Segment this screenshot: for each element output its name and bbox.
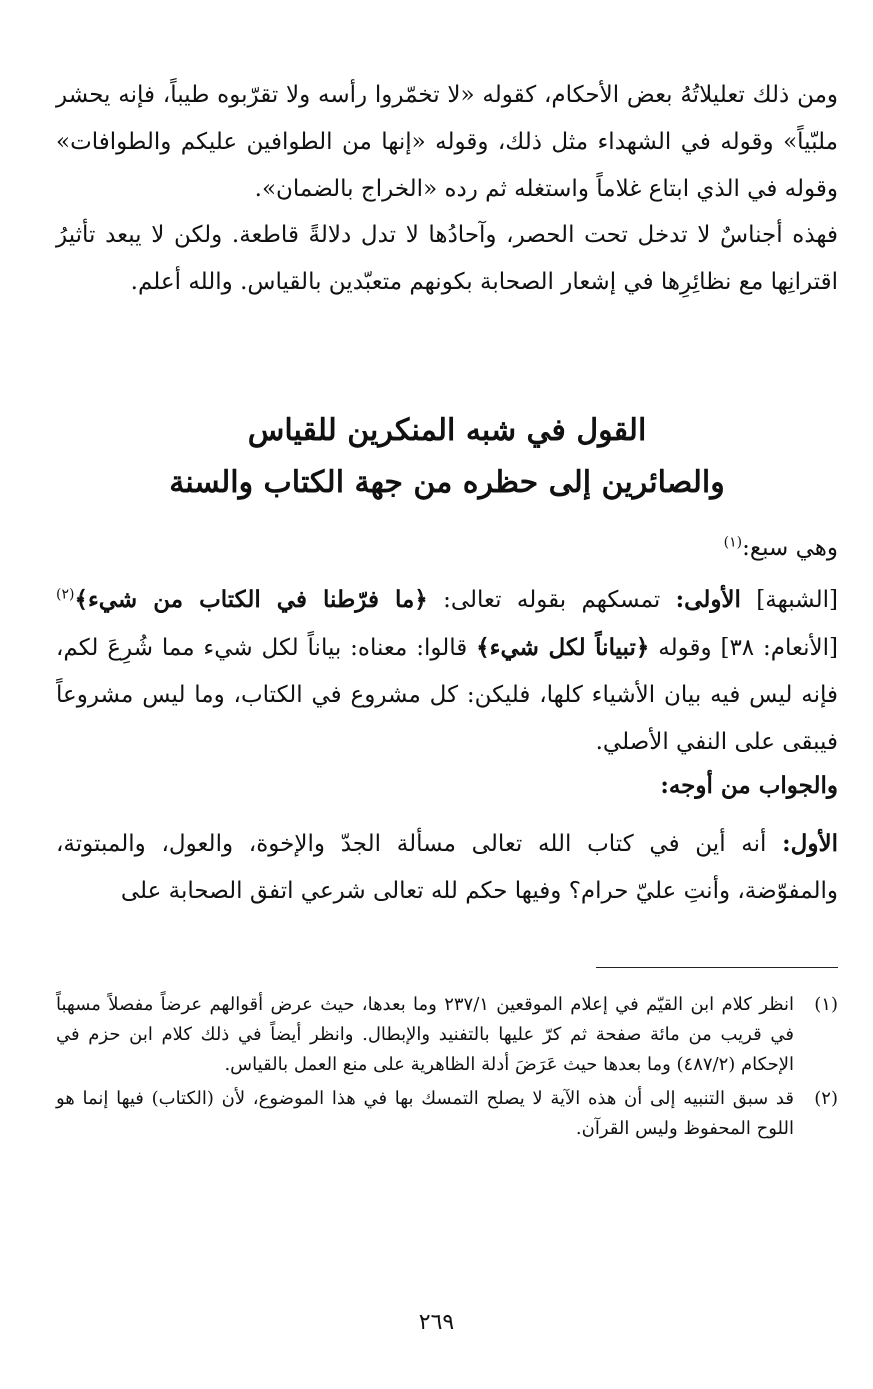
intro-text: وهي سبع:: [742, 535, 838, 561]
verse-reference: [الأنعام: ٣٨]: [720, 635, 839, 661]
quran-verse-2: ﴿تبياناً لكل شيء﴾: [476, 634, 650, 661]
shubha-label: الأولى:: [675, 586, 741, 613]
footnotes: [56, 990, 838, 1148]
section-heading-line-1: القول في شبه المنكرين للقياس: [247, 413, 647, 448]
footnote-divider: [596, 967, 838, 968]
shubha-mid: وقوله: [658, 635, 712, 661]
intro-line: [56, 528, 838, 568]
quran-verse-1: ﴿ما فرّطنا في الكتاب من شيء﴾: [74, 586, 428, 613]
footnote-marker-2: (٢): [56, 586, 75, 603]
answer-1-label: الأول:: [782, 830, 838, 857]
shubha-rest: قالوا: معناه: بياناً لكل شيء مما شُرِعَ لكم، فإنه ليس فيه بيان الأشياء كلها، فليكن: كل مشروع في الكتاب، وما ليس مشروعاً فيبقى على النفي الأصلي.: [56, 635, 838, 755]
shubha-lead: تمسكهم بقوله تعالى:: [443, 587, 661, 613]
shubha-label-bracket: [الشبهة]: [756, 587, 839, 613]
footnote-number: (٢): [814, 1088, 838, 1109]
answer-1-paragraph: [56, 820, 838, 915]
footnote-marker-1: (١): [723, 534, 743, 551]
paragraph-2: فهذه أجناسٌ لا تدخل تحت الحصر، وآحادُها لا تدل دلالةً قاطعة. ولكن لا يبعد تأثيرُ اقترانِها مع نظائِرِها في إشعار الصحابة بكونهم متعبّدين بالقياس. والله أعلم.: [56, 222, 838, 295]
section-heading-line-2: والصائرين إلى حظره من جهة الكتاب والسنة: [169, 465, 725, 500]
footnote-item: [56, 990, 838, 1080]
footnote-item: [56, 1084, 838, 1144]
footnote-text: انظر كلام ابن القيّم في إعلام الموقعين ٢٣٧/١ وما بعدها، حيث عرض أقوالهم عرضاً مفصلاً مسهباً في قريب من مائة صفحة ثم كرّ عليها بالتفنيد والإبطال. وانظر أيضاً في ذلك كلام ابن حزم في الإحكام (٤٨٧/٢) وما بعدها حيث عَرَضَ أدلة الظاهرية على منع العمل بالقياس.: [56, 994, 794, 1075]
answer-intro: والجواب من أوجه:: [660, 772, 838, 799]
footnote-text: قد سبق التنبيه إلى أن هذه الآية لا يصلح التمسك بها في هذا الموضوع، لأن (الكتاب) فيها إنما هو اللوح المحفوظ وليس القرآن.: [56, 1088, 794, 1139]
footnote-number: (١): [814, 994, 838, 1015]
answer-1-text: أنه أين في كتاب الله تعالى مسألة الجدّ والإخوة، والعول، والمبتوتة، والمفوّضة، وأنتِ عليّ حرام؟ وفيها حكم لله تعالى شرعي اتفق الصحابة على: [56, 831, 838, 904]
shubha-1-paragraph: [56, 576, 838, 766]
page-number: ٢٦٩: [418, 1310, 455, 1335]
paragraph-1: ومن ذلك تعليلاتُهُ بعض الأحكام، كقوله «لا تخمّروا رأسه ولا تقرّبوه طيباً، فإنه يحشر ملبّياً» وقوله في الشهداء مثل ذلك، وقوله «إنها من الطوافين عليكم والطوافات» وقوله في الذي ابتاع غلاماً واستغله ثم رده «الخراج بالضمان».: [56, 82, 838, 202]
